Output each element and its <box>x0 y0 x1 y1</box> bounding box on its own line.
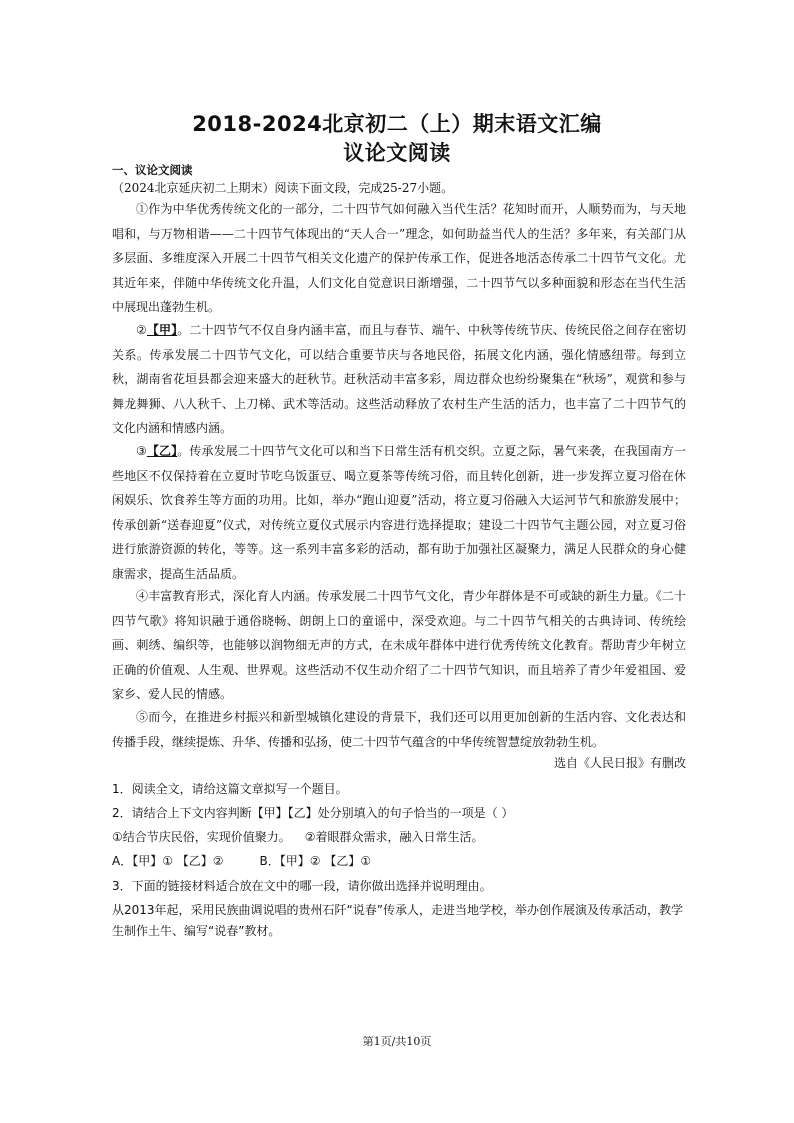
paragraph-2-number: ② <box>136 323 147 337</box>
paragraph-1: ①作为中华优秀传统文化的一部分，二十四节气如何融入当代生活？花知时而开，人顺势而为，与天地唱和，与万物相谐——二十四节气体现出的“天人合一”理念，如何助益当代人的生活？多年来，有关部门从多层面、多维度深入开展二十四节气相关文化遗产的保护传承工作，促进各地活态传承二十四节气文化。尤其近年来，伴随中华传统文化升温，人们文化自觉意识日渐增强，二十四节气以多种面貌和形态在当代生活中展现出蓬勃生机。 <box>112 202 686 314</box>
choice-b: B．【甲】② 【乙】① <box>259 854 372 868</box>
question-2: 2．请结合上下文内容判断【甲】【乙】处分别填入的句子恰当的一项是（ ） <box>112 806 514 820</box>
paragraph-2 <box>112 318 686 441</box>
sentence-option-1: ①结合节庆民俗，实现价值聚力。 <box>112 830 291 844</box>
paragraph-3-text: 。传承发展二十四节气文化可以和当下日常生活有机交织。立夏之际，暑气来袭，在我国南方一些地区不仅保持着在立夏时节吃乌饭蛋豆、喝立夏茶等传统习俗，而且转化创新，进一步发挥立夏习俗在休闲娱乐、饮食养生等方面的功用。比如，举办“跑山迎夏”活动，将立夏习俗融入大运河节气和旅游发展中；传承创新“送春迎夏”仪式，对传统立夏仪式展示内容进行选择提取；建设二十四节气主题公园，对立夏习俗进行旅游资源的转化，等等。这一系列丰富多彩的活动，都有助于加强社区凝聚力，满足人民群众的身心健康需求，提高生活品质。 <box>112 444 686 581</box>
paragraph-4: ④丰富教育形式，深化育人内涵。传承发展二十四节气文化，青少年群体是不可或缺的新生力量。《二十四节气歌》将知识融于通俗晓畅、朗朗上口的童谣中，深受欢迎。与二十四节气相关的古典诗词、传统绘画、刺绣、编织等，也能够以润物细无声的方式，在未成年群体中进行优秀传统文化教育。帮助青少年树立正确的价值观、人生观、世界观。这些活动不仅生动介绍了二十四节气知识，而且培养了青少年爱祖国、爱家乡、爱人民的情感。 <box>112 589 686 701</box>
document-title: 2018-2024北京初二（上）期末语文汇编 <box>192 112 602 136</box>
reading-intro: （2024北京延庆初二上期末）阅读下面文段，完成25-27小题。 <box>112 181 454 195</box>
page-footer: 第1页/共10页 <box>362 1035 432 1048</box>
question-3: 3．下面的链接材料适合放在文中的哪一段，请你做出选择并说明理由。 <box>112 879 492 893</box>
paragraph-5: ⑤而今，在推进乡村振兴和新型城镇化建设的背景下，我们还可以用更加创新的生活内容、文化表达和传播手段，继续提炼、升华、传播和弘扬，使二十四节气蕴含的中华传统智慧绽放勃勃生机。 <box>112 710 686 749</box>
source-citation: 选自《人民日报》有删改 <box>553 756 686 770</box>
question-3-material: 从2013年起，采用民族曲调说唱的贵州石阡“说春”传承人，走进当地学校，举办创作展演及传承活动，教学生制作土牛、编写“说春”教材。 <box>112 903 683 938</box>
question-2-sentences <box>112 827 686 848</box>
question-2-choices <box>112 851 686 872</box>
section-heading: 一、议论文阅读 <box>112 163 193 177</box>
paragraph-3 <box>112 439 686 586</box>
document-subtitle: 议论文阅读 <box>343 141 451 165</box>
blank-jia: 【甲】 <box>146 323 178 337</box>
blank-yi: 【乙】 <box>146 444 178 458</box>
sentence-option-2: ②着眼群众需求，融入日常生活。 <box>304 830 484 844</box>
question-1: 1．阅读全文，请给这篇文章拟写一个题目。 <box>112 782 348 796</box>
choice-a: A．【甲】① 【乙】② <box>112 854 224 868</box>
paragraph-2-text: 。二十四节气不仅自身内涵丰富，而且与春节、端午、中秋等传统节庆、传统民俗之间存在密切关系。传承发展二十四节气文化，可以结合重要节庆与各地民俗，拓展文化内涵，强化情感纽带。每到立秋，湖南省花垣县都会迎来盛大的赶秋节。赶秋活动丰富多彩，周边群众也纷纷聚集在“秋场”，观赏和参与舞龙舞狮、八人秋千、上刀梯、武术等活动。这些活动释放了农村生产生活的活力，也丰富了二十四节气的文化内涵和情感内涵。 <box>112 323 686 435</box>
paragraph-3-number: ③ <box>136 444 147 458</box>
